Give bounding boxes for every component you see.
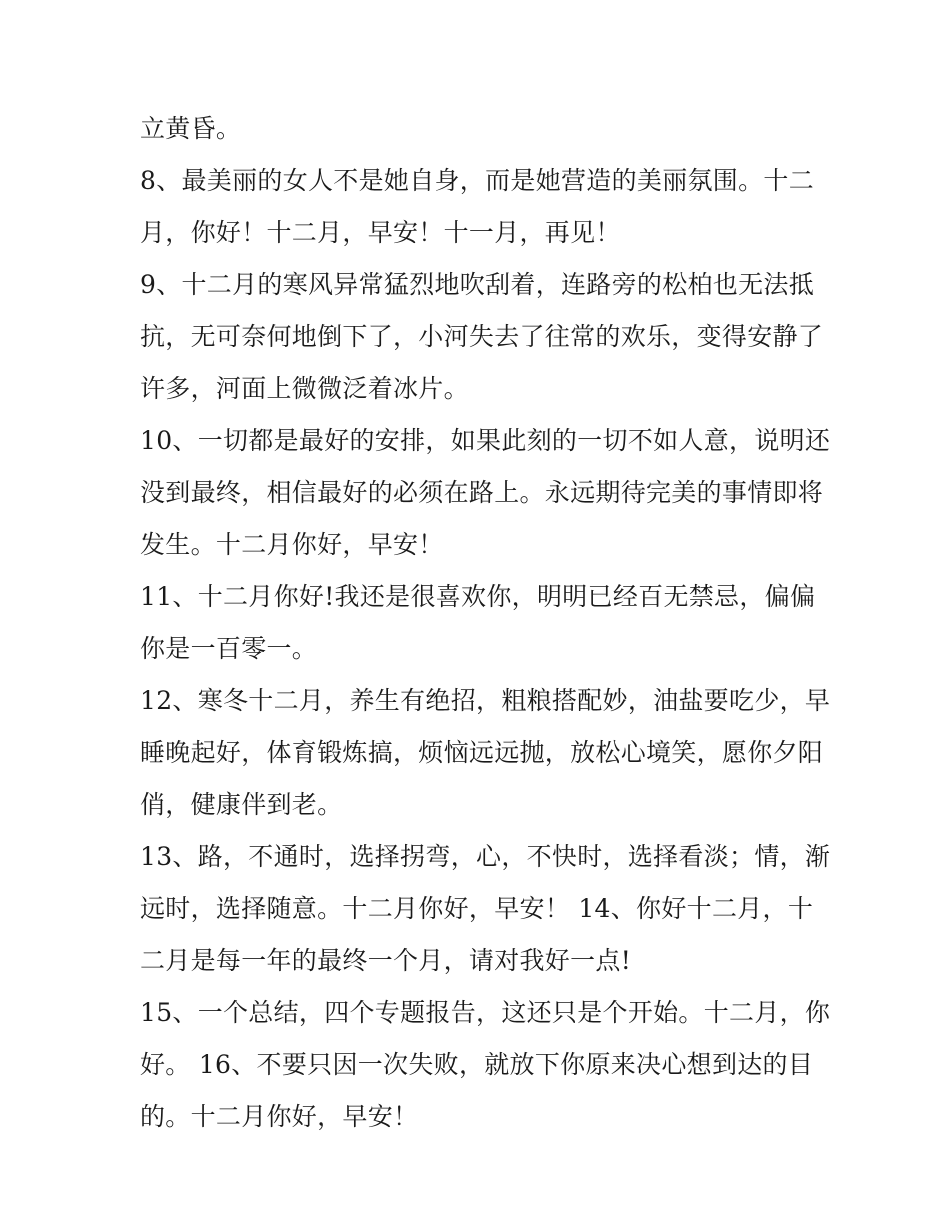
text-line: 你是一百零一。 [140, 634, 318, 663]
text-line: 立黄昏。 [140, 114, 242, 143]
text-line: 发生。十二月你好，早安！ [140, 530, 444, 559]
text-line: 的。十二月你好，早安！ [140, 1102, 419, 1131]
text-line: 抗，无可奈何地倒下了，小河失去了往常的欢乐，变得安静了 [140, 322, 824, 351]
document-body [140, 103, 831, 1143]
text-line: 睡晚起好，体育锻炼搞，烦恼远远抛，放松心境笑，愿你夕阳 [140, 738, 824, 767]
text-line: 12、寒冬十二月，养生有绝招，粗粮搭配妙，油盐要吃少，早 [140, 686, 831, 715]
text-line: 没到最终，相信最好的必须在路上。永远期待完美的事情即将 [140, 478, 824, 507]
text-line: 9、十二月的寒风异常猛烈地吹刮着，连路旁的松柏也无法抵 [140, 270, 815, 299]
text-line: 8、最美丽的女人不是她自身，而是她营造的美丽氛围。十二 [140, 166, 815, 195]
text-line: 好。 16、不要只因一次失败，就放下你原来决心想到达的目 [140, 1050, 814, 1079]
text-line: 月，你好！十二月，早安！十一月，再见！ [140, 218, 621, 247]
text-line: 远时，选择随意。十二月你好，早安！ 14、你好十二月，十 [140, 894, 814, 923]
text-line: 11、十二月你好!我还是很喜欢你，明明已经百无禁忌，偏偏 [140, 582, 816, 611]
text-line: 俏，健康伴到老。 [140, 790, 343, 819]
text-line: 13、路，不通时，选择拐弯，心，不快时，选择看淡；情，渐 [140, 842, 831, 871]
text-line: 二月是每一年的最终一个月，请对我好一点! [140, 946, 632, 975]
text-line: 15、一个总结，四个专题报告，这还只是个开始。十二月，你 [140, 998, 831, 1027]
text-line: 10、一切都是最好的安排，如果此刻的一切不如人意，说明还 [140, 426, 831, 455]
text-line: 许多，河面上微微泛着冰片。 [140, 374, 469, 403]
